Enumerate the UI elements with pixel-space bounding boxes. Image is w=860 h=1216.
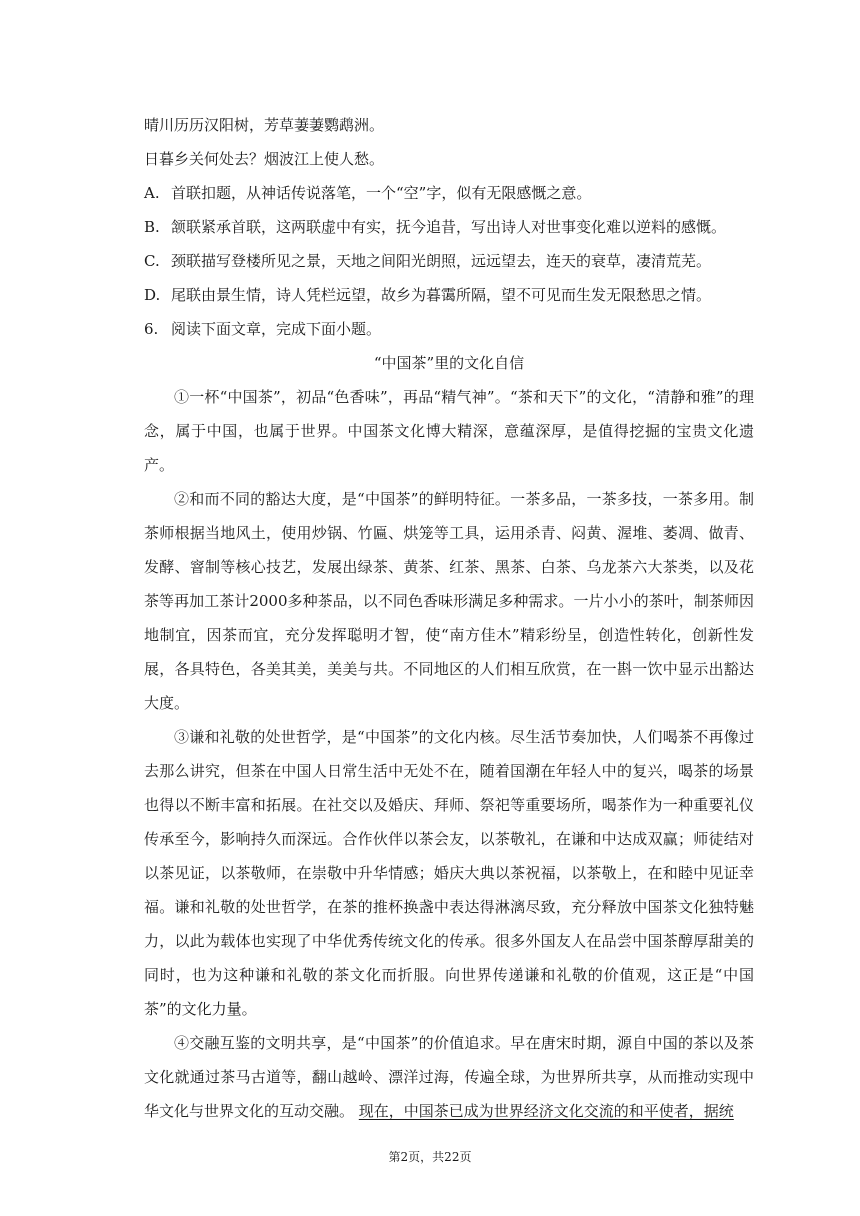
question-text: 阅读下面文章，完成下面小题。 [171, 320, 382, 338]
option-letter: C. [144, 252, 160, 270]
answer-option-c [144, 244, 754, 278]
answer-option-b [144, 210, 754, 244]
option-text: 颔联紧承首联，这两联虚中有实，抚今追昔，写出诗人对世事变化难以逆料的感慨。 [171, 218, 727, 236]
answer-option-a [144, 176, 754, 210]
option-letter: A. [144, 184, 160, 202]
option-letter: D. [144, 286, 161, 304]
article-paragraph-3: ③谦和礼敬的处世哲学，是“中国茶”的文化内核。尽生活节奏加快，人们喝茶不再像过去那么讲究，但茶在中国人日常生活中无处不在，随着国潮在年轻人中的复兴，喝茶的场景也得以不断丰富和拓展。在社交以及婚庆、拜师、祭祀等重要场所，喝茶作为一种重要礼仪传承至今，影响持久而深远。合作伙伴以茶会友，以茶敬礼，在谦和中达成双赢；师徒结对以茶见证，以茶敬师，在崇敬中升华情感；婚庆大典以茶祝福，以茶敬上，在和睦中见证幸福。谦和礼敬的处世哲学，在茶的推杯换盏中表达得淋漓尽致，充分释放中国茶文化独特魅力，以此为载体也实现了中华优秀传统文化的传承。很多外国友人在品尝中国茶醇厚甜美的同时，也为这种谦和礼敬的茶文化而折服。向世界传递谦和礼敬的价值观，这正是“中国茶”的文化力量。 [144, 728, 754, 1018]
question-heading [144, 312, 754, 346]
article-paragraph-2: ②和而不同的豁达大度，是“中国茶”的鲜明特征。一茶多品，一茶多技，一茶多用。制茶师根据当地风土，使用炒锅、竹匾、烘笼等工具，运用杀青、闷黄、渥堆、萎凋、做青、发酵、窨制等核心技艺，发展出绿茶、黄茶、红茶、黑茶、白茶、乌龙茶六大茶类，以及花茶等再加工茶计2000多种茶品，以不同色香味形满足多种需求。一片小小的茶叶，制茶师因地制宜，因茶而宜，充分发挥聪明才智，使“南方佳木”精彩纷呈，创造性转化，创新性发展，各具特色，各美其美，美美与共。不同地区的人们相互欣赏，在一斟一饮中显示出豁达大度。 [144, 490, 754, 712]
question-number: 6. [144, 320, 159, 338]
option-text: 首联扣题，从神话传说落笔，一个“空”字，似有无限感慨之意。 [171, 184, 592, 202]
option-text: 尾联由景生情，诗人凭栏远望，故乡为暮霭所隔，望不可见而生发无限愁思之情。 [171, 286, 712, 304]
article-title: “中国茶”里的文化自信 [373, 354, 525, 372]
article-paragraph-1: ①一杯“中国茶”，初品“色香味”，再品“精气神”。“茶和天下”的文化，“清静和雅”的理念，属于中国，也属于世界。中国茶文化博大精深，意蕴深厚，是值得挖掘的宝贵文化遗产。 [144, 388, 754, 474]
underlined-sentence: 现在，中国茶已成为世界经济文化交流的和平使者，据统 [358, 1102, 734, 1120]
poem-line: 晴川历历汉阳树，芳草萋萋鹦鹉洲。 [144, 116, 385, 134]
page-number-footer: 第2页，共22页 [388, 1150, 472, 1164]
paragraph-text: ④交融互鉴的文明共享，是“中国茶”的价值追求。早在唐宋时期，源自中国的茶以及茶文化就通过茶马古道等，翻山越岭、漂洋过海，传遍全球，为世界所共享，从而推动实现中华文化与世界文化的互动交融。 [144, 1034, 754, 1120]
page-content [144, 108, 754, 1128]
poem-line: 日暮乡关何处去？烟波江上使人愁。 [144, 150, 385, 168]
answer-option-d [144, 278, 754, 312]
option-text: 颈联描写登楼所见之景，天地之间阳光朗照，远远望去，连天的衰草，凄清荒芜。 [171, 252, 712, 270]
option-letter: B. [144, 218, 160, 236]
article-paragraph-4 [144, 1026, 754, 1128]
